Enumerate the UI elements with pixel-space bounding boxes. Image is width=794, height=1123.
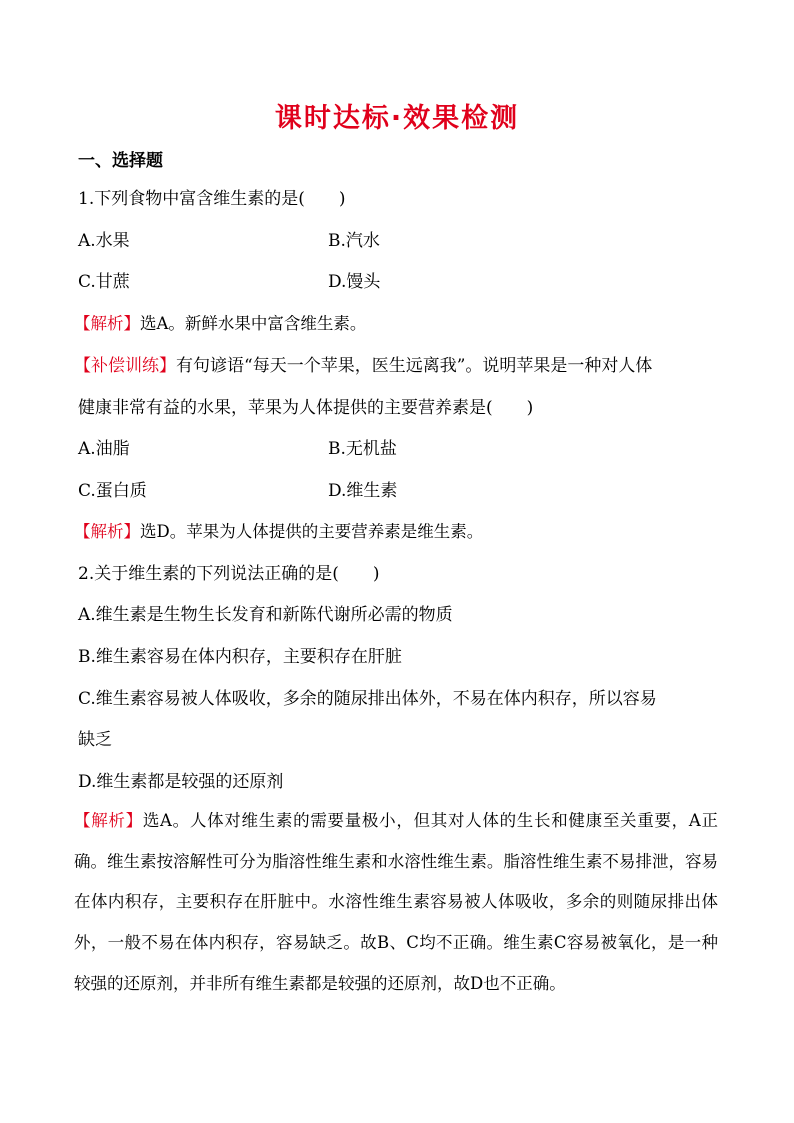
question-2-explanation [74, 801, 718, 1005]
question-1-option-c: C.甘蔗 [78, 272, 130, 292]
question-1-option-d: D.馒头 [328, 272, 381, 292]
question-1-option-b: B.汽水 [328, 231, 380, 251]
explanation-text: 选A。人体对维生素的需要量极小，但其对人体的生长和健康至关重要，A正确。维生素按溶解性可分为脂溶性维生素和水溶性维生素。脂溶性维生素不易排泄，容易在体内积存，主要积存在肝脏中。水溶性维生素容易被人体吸收，多余的则随尿排出体外，一般不易在体内积存，容易缺乏。故B、C均不正确。维生素C容易被氧化，是一种较强的还原剂，并非所有维生素都是较强的还原剂，故D也不正确。 [74, 811, 718, 993]
page-title: 课时达标·效果检测 [274, 103, 520, 134]
supplementary-option-c: C.蛋白质 [78, 481, 147, 501]
supplementary-stem-line-1 [74, 354, 652, 378]
question-1-stem: 1.下列食物中富含维生素的是( ) [78, 189, 346, 209]
supplementary-option-a: A.油脂 [78, 439, 130, 459]
supplementary-text-1: 有句谚语“每天一个苹果，医生远离我”。说明苹果是一种对人体 [176, 356, 653, 376]
explanation-text: 选A。新鲜水果中富含维生素。 [140, 314, 367, 333]
question-2-option-a: A.维生素是生物生长发育和新陈代谢所必需的物质 [78, 605, 453, 625]
supplementary-stem-line-2: 健康非常有益的水果，苹果为人体提供的主要营养素是( ) [78, 398, 534, 418]
supplementary-option-b: B.无机盐 [328, 439, 397, 459]
explanation-tag: 【解析】 [74, 522, 140, 541]
question-1-explanation [74, 312, 366, 336]
supplementary-option-d: D.维生素 [328, 481, 398, 501]
explanation-text: 选D。苹果为人体提供的主要营养素是维生素。 [140, 522, 484, 541]
supplementary-tag: 【补偿训练】 [74, 356, 176, 376]
question-2-option-c-line-1: C.维生素容易被人体吸收，多余的随尿排出体外，不易在体内积存，所以容易 [78, 689, 657, 709]
question-2-option-c-line-2: 缺乏 [78, 730, 112, 750]
explanation-tag: 【解析】 [74, 314, 140, 333]
section-heading: 一、选择题 [78, 151, 163, 171]
explanation-tag: 【解析】 [74, 811, 143, 830]
question-2-option-d: D.维生素都是较强的还原剂 [78, 772, 284, 792]
question-2-option-b: B.维生素容易在体内积存，主要积存在肝脏 [78, 647, 402, 667]
supplementary-explanation [74, 520, 483, 544]
question-1-option-a: A.水果 [78, 231, 130, 251]
question-2-stem: 2.关于维生素的下列说法正确的是( ) [78, 564, 380, 584]
